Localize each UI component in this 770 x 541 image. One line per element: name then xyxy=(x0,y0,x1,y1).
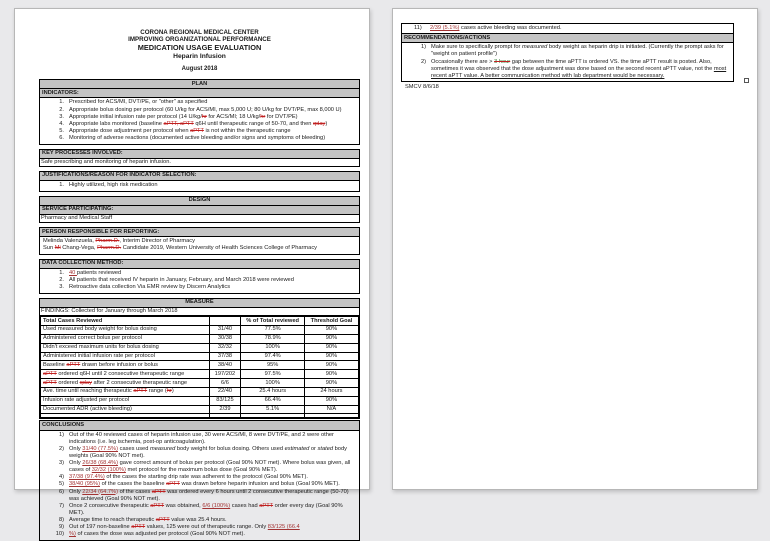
document-title: MEDICATION USAGE EVALUATION xyxy=(137,42,262,52)
list-item: 5. Appropriate dose adjustment per protocol when aPTT is not within the therapeutic range xyxy=(59,127,291,134)
section-key-processes xyxy=(39,149,360,167)
col-header xyxy=(209,317,241,326)
service-text: Pharmacy and Medical Staff xyxy=(41,214,113,221)
list-item: 4. Appropriate labs monitored (baseline aPTT, aPTT q6H until therapeutic range of 50-70, and then qday) xyxy=(59,120,328,127)
table-row: Used measured body weight for bolus dosing 31/40 77.5% 90% xyxy=(41,325,359,334)
initials-date-note: SMCV 8/6/18 xyxy=(405,84,439,91)
list-item: 4) 37/38 (97.4%) of the cases the starting drip rate was adherent to the protocol (Goal 90% MET). xyxy=(58,474,309,481)
list-item: 2. Appropriate bolus dosing per protocol (60 U/kg for ACS/MI, max 5,000 U; 80 U/kg for DVT/PE, max 8,000 U) xyxy=(59,106,342,113)
table-row: Documented ADR (active bleeding) 2/39 5.1% N/A xyxy=(41,405,359,414)
col-header: Total Cases Reviewed xyxy=(41,317,210,326)
list-item: 6) Only 22/34 (64.7%) of the cases aPTT was ordered every 6 hours until 2 consecutive therapeutic range (50-70) was achieved (Goal 90% NOT met). xyxy=(58,488,349,502)
section-data-collection xyxy=(39,259,360,294)
table-row: aPTT ordered q6H until 2 consecutive therapeutic range 197/202 97.5% 90% xyxy=(41,370,359,379)
recommendations-list xyxy=(402,43,733,81)
section-person-responsible xyxy=(39,227,360,255)
table-row: Didn't exceed maximum units for bolus dosing 32/32 100% 90% xyxy=(41,343,359,352)
section-design xyxy=(39,196,360,223)
list-item: 2. All patients that received IV heparin in January, February, and March 2018 were reviewed xyxy=(59,277,294,284)
document-date: August 2018 xyxy=(181,66,218,73)
org-name: CORONA REGIONAL MEDICAL CENTER xyxy=(140,29,259,36)
section-measure xyxy=(39,298,360,420)
key-processes-text: Safe prescribing and monitoring of heparin infusion. xyxy=(41,158,171,165)
list-item: 2) Only 31/40 (77.5%) cases used measured body weight for bolus dosing. Others used estimated or stated body weights (Goal 90% NOT met). xyxy=(58,445,347,459)
table-row: aPTT ordered qday after 2 consecutive therapeutic range 6/6 100% 90% xyxy=(41,379,359,388)
indicators-list xyxy=(40,98,359,143)
data-collection-list xyxy=(40,269,359,293)
table-row: Ave. time until reaching therapeutic aPTT range (hr) 22/40 25.4 hours 24 hours xyxy=(41,387,359,396)
table-row: Administered correct bolus per protocol 30/38 78.9% 90% xyxy=(41,334,359,343)
document-header xyxy=(39,29,360,72)
justifications-list xyxy=(40,181,359,191)
list-item: 3. Appropriate initial infusion rate per protocol (14 U/kg/hr for ACS/MI; 18 U/kg/hr for DVT/PE) xyxy=(59,113,298,120)
header-subtitle: IMPROVING ORGANIZATIONAL PERFORMANCE xyxy=(128,36,271,44)
list-item: 10) %) of cases the dose was adjusted per protocol (Goal 90% NOT met). xyxy=(55,531,245,538)
person-line: Melinda Valenzuela, Pharm.D., Interim Director of Pharmacy xyxy=(43,238,195,245)
key-processes-label: KEY PROCESSES INVOLVED: xyxy=(40,150,359,159)
list-item: 1. Prescribed for ACS/MI, DVT/PE, or "other" as specified xyxy=(59,99,208,106)
person-line: Sun Mi Chang-Vega, Pharm.D. Candidate 2019, Western University of Health Sciences College of Pharmacy xyxy=(43,245,318,252)
section-recommendations xyxy=(401,23,734,82)
col-header: % of Total reviewed xyxy=(241,317,305,326)
section-title-plan: PLAN xyxy=(40,80,359,89)
col-header: Threshold Goal xyxy=(304,317,358,326)
service-label: SERVICE PARTICIPATING: xyxy=(40,206,359,215)
table-header-row xyxy=(41,317,359,326)
table-row: Infusion rate adjusted per protocol 83/125 66.4% 90% xyxy=(41,396,359,405)
person-responsible-label: PERSON RESPONSIBLE FOR REPORTING: xyxy=(40,228,359,237)
section-title-design: DESIGN xyxy=(40,197,359,206)
conclusion-item-11: 11) 2/39 (5.1%) cases active bleeding was documented. xyxy=(402,24,733,34)
document-page-1 xyxy=(14,8,370,538)
list-item: 8) Average time to reach therapeutic aPTT value was 25.4 hours. xyxy=(58,517,227,524)
conclusions-label: CONCLUSIONS xyxy=(40,421,359,430)
section-conclusions xyxy=(39,420,360,541)
list-item: 7) Once 2 consecutive therapeutic aPTT was obtained, 6/6 (100%) cases had aPTT order every day (Goal 90% MET). xyxy=(58,502,343,516)
list-item: 1. 40 patients reviewed xyxy=(59,270,122,276)
document-page-2 xyxy=(392,8,758,490)
checkbox[interactable] xyxy=(744,78,749,83)
findings-table xyxy=(40,316,359,418)
list-item: 1) Make sure to specifically prompt for measured body weight as heparin drip is initiated. (Currently the prompt asks for "weight on patient profile") xyxy=(420,44,724,58)
indicators-label: INDICATORS: xyxy=(40,89,359,98)
section-justifications xyxy=(39,171,360,192)
conclusions-list xyxy=(40,431,359,540)
list-item: 1) Out of the 40 reviewed cases of heparin infusion use, 30 were ACS/MI, 8 were DVT/PE, and 2 were other indications (i.e. leg ischemia, post-op anticoagulation). xyxy=(58,431,334,445)
list-item: 3. Retroactive data collection Via EMR review by Discern Analytics xyxy=(59,284,231,291)
section-title-measure: MEASURE xyxy=(40,299,359,308)
list-item: 1. Highly utilized, high risk medication xyxy=(59,182,158,188)
data-collection-label: DATA COLLECTION METHOD: xyxy=(40,260,359,269)
list-item: 9) Out of 197 non-baseline aPTT values, 125 were out of therapeutic range. Only 83/125 (66.4 xyxy=(58,524,300,531)
list-item: 5) 38/40 (95%) of the cases the baseline aPTT was drawn before heparin infusion and bolus (Goal 90% MET). xyxy=(58,481,340,488)
table-row: Administered initial infusion rate per protocol 37/38 97.4% 90% xyxy=(41,352,359,361)
list-item: 2) Occasionally there are > 3 hour gap between the time aPTT is ordered VS. the time aPTT result is posted. Also, sometimes it was observed that the dose adjustment was done based on the second recent aPTT value, not the most recent aPTT value. A better communication method with lab department would be necessary. xyxy=(420,58,727,79)
table-row-empty xyxy=(41,414,359,418)
section-plan xyxy=(39,79,360,145)
person-responsible-names xyxy=(40,237,359,254)
list-item: 3) Only 26/38 (68.4%) gave correct amount of bolus per protocol (Goal 90% NOT met). Where bolus was given, all cases of 32/32 (100%) met protocol for the maximum bolus dose (Goal 90% MET). xyxy=(58,460,351,474)
justifications-label: JUSTIFICATIONS/REASON FOR INDICATOR SELECTION: xyxy=(40,172,359,181)
recommendations-label: RECOMMENDATIONS/ACTIONS xyxy=(402,34,733,43)
drug-name: Heparin Infusion xyxy=(173,52,226,60)
list-item: 6. Monitoring of adverse reactions (documented active bleeding and/or signs and symptoms of bleeding) xyxy=(59,135,326,141)
table-row: Baseline aPTT drawn before infusion or bolus 38/40 95% 90% xyxy=(41,361,359,370)
findings-caption: FINDINGS: Collected for January through March 2018 xyxy=(41,308,178,314)
